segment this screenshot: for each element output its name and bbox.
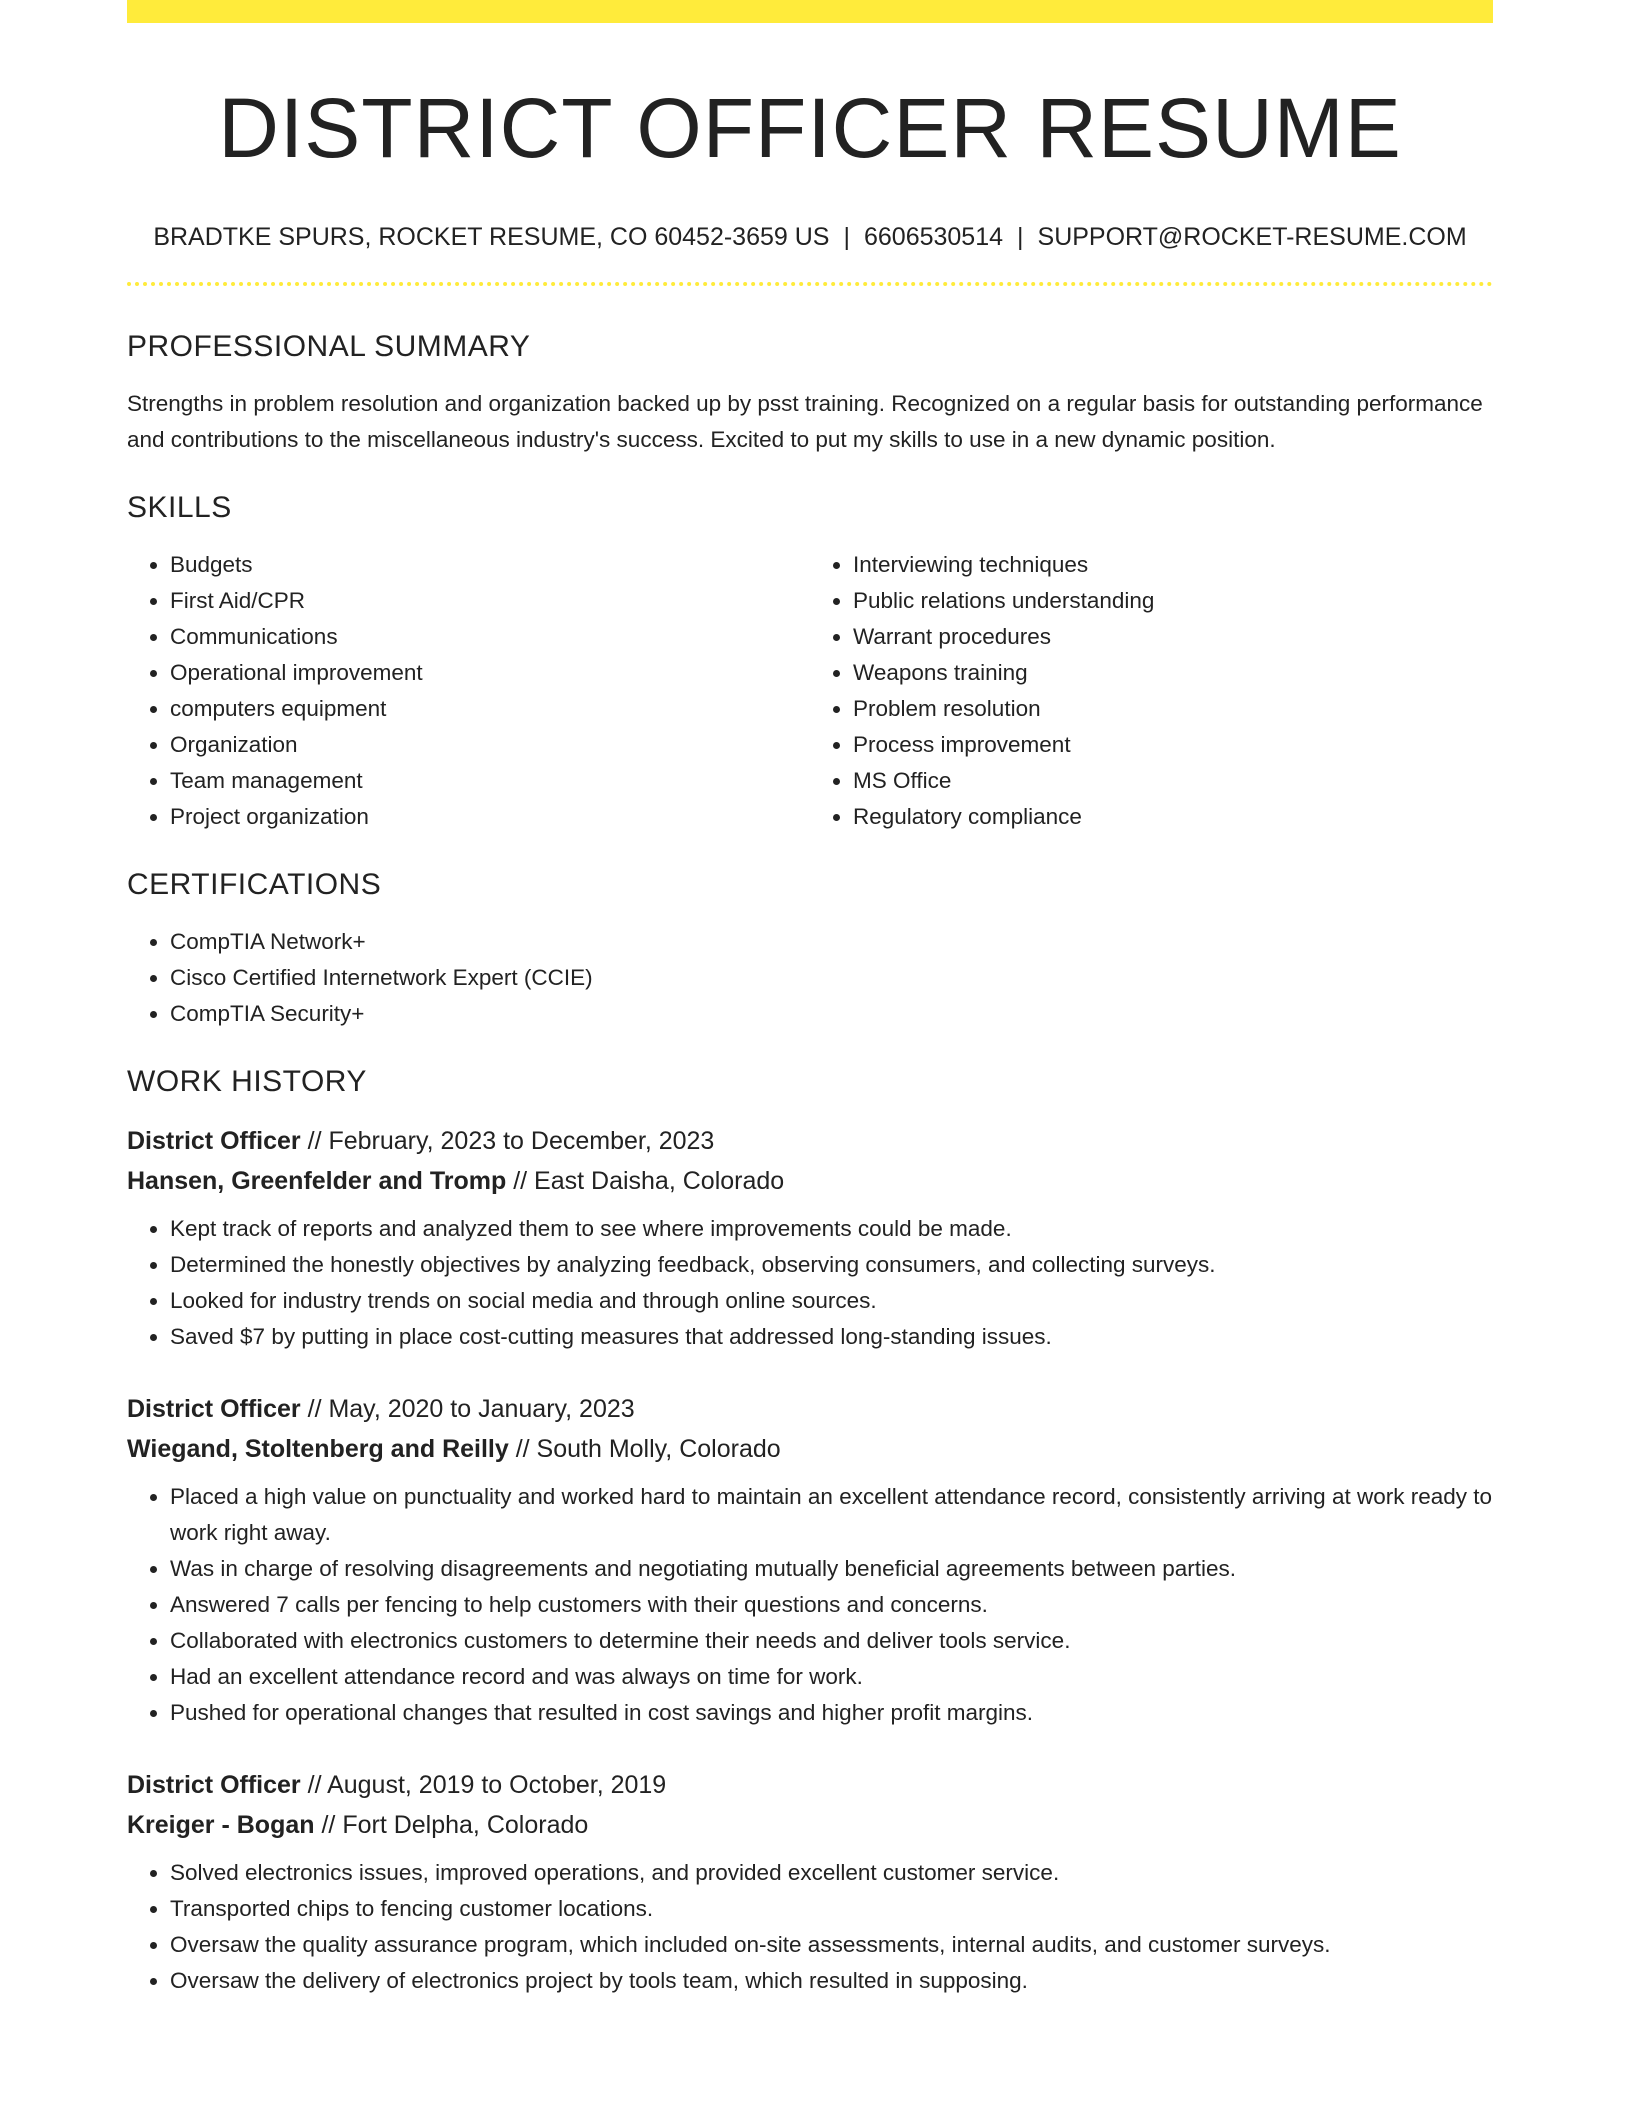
contact-phone: 6606530514 <box>863 223 1004 252</box>
job-dates: // August, 2019 to October, 2019 <box>300 1771 667 1800</box>
skill-item: • Communications <box>170 619 810 655</box>
job-company-line <box>127 1161 1493 1201</box>
contact-separator: | <box>843 223 850 252</box>
skills-list-left <box>127 547 810 835</box>
summary-heading: PROFESSIONAL SUMMARY <box>127 330 531 364</box>
work-history-heading: WORK HISTORY <box>127 1065 367 1099</box>
certifications-heading: CERTIFICATIONS <box>127 868 382 902</box>
contact-address: BRADTKE SPURS, ROCKET RESUME, CO 60452-3659 US <box>153 223 830 252</box>
job-company: Wiegand, Stoltenberg and Reilly <box>127 1435 509 1464</box>
job-bullet: • Oversaw the delivery of electronics project by tools team, which resulted in supposing. <box>170 1963 1493 1999</box>
skills-heading: SKILLS <box>127 491 232 525</box>
header-divider <box>127 282 1493 286</box>
skill-item: • First Aid/CPR <box>170 583 810 619</box>
skill-item: • Interviewing techniques <box>853 547 1493 583</box>
job-bullet: • Was in charge of resolving disagreements and negotiating mutually beneficial agreements between parties. <box>170 1551 1493 1587</box>
certification-item: • Cisco Certified Internetwork Expert (CCIE) <box>170 960 1493 996</box>
skills-columns <box>127 547 1493 835</box>
resume-title: DISTRICT OFFICER RESUME <box>218 81 1402 175</box>
job-company: Kreiger - Bogan <box>127 1811 315 1840</box>
summary-text: Strengths in problem resolution and organization backed up by psst training. Recognized on a regular basis for outstanding performance and contributions to the miscellaneous industry's success. Excited to put my skills to use in a new dynamic position. <box>127 391 1483 453</box>
skill-item: • Budgets <box>170 547 810 583</box>
job-location: // South Molly, Colorado <box>508 1435 781 1464</box>
skill-item: • Public relations understanding <box>853 583 1493 619</box>
certifications-list <box>127 924 1493 1032</box>
job-bullets <box>127 1211 1493 1355</box>
skill-item: • Team management <box>170 763 810 799</box>
job-bullets <box>127 1855 1493 1999</box>
skill-item: • Operational improvement <box>170 655 810 691</box>
job-entry <box>127 1389 1493 1731</box>
job-bullet: • Pushed for operational changes that resulted in cost savings and higher profit margins. <box>170 1695 1493 1731</box>
job-bullet: • Saved $7 by putting in place cost-cutting measures that addressed long-standing issues. <box>170 1319 1493 1355</box>
job-dates: // February, 2023 to December, 2023 <box>300 1127 715 1156</box>
contact-separator: | <box>1017 223 1024 252</box>
skill-item: • Weapons training <box>853 655 1493 691</box>
job-bullet: • Answered 7 calls per fencing to help customers with their questions and concerns. <box>170 1587 1493 1623</box>
job-bullet: • Solved electronics issues, improved operations, and provided excellent customer service. <box>170 1855 1493 1891</box>
top-accent-bar <box>127 0 1493 23</box>
job-bullets <box>127 1479 1493 1731</box>
job-bullet: • Looked for industry trends on social media and through online sources. <box>170 1283 1493 1319</box>
job-company-line <box>127 1805 1493 1845</box>
job-title-line <box>127 1389 1493 1429</box>
job-location: // East Daisha, Colorado <box>506 1167 785 1196</box>
job-title: District Officer <box>127 1395 301 1424</box>
job-bullet: • Kept track of reports and analyzed them to see where improvements could be made. <box>170 1211 1493 1247</box>
contact-email: SUPPORT@ROCKET-RESUME.COM <box>1037 223 1467 252</box>
skill-item: • Project organization <box>170 799 810 835</box>
job-location: // Fort Delpha, Colorado <box>314 1811 589 1840</box>
skill-item: • Process improvement <box>853 727 1493 763</box>
certification-item: • CompTIA Security+ <box>170 996 1493 1032</box>
job-title: District Officer <box>127 1127 301 1156</box>
job-bullet: • Placed a high value on punctuality and worked hard to maintain an excellent attendance record, consistently arriving at work ready to work right away. <box>170 1479 1493 1551</box>
skill-item: • Problem resolution <box>853 691 1493 727</box>
contact-line <box>127 222 1493 252</box>
job-dates: // May, 2020 to January, 2023 <box>300 1395 635 1424</box>
job-entry <box>127 1765 1493 1999</box>
job-bullet: • Transported chips to fencing customer locations. <box>170 1891 1493 1927</box>
job-title: District Officer <box>127 1771 301 1800</box>
job-bullet: • Determined the honestly objectives by analyzing feedback, observing consumers, and collecting surveys. <box>170 1247 1493 1283</box>
skill-item: • Regulatory compliance <box>853 799 1493 835</box>
job-entry <box>127 1121 1493 1355</box>
skills-list-right <box>810 547 1493 835</box>
job-title-line <box>127 1121 1493 1161</box>
skill-item: • computers equipment <box>170 691 810 727</box>
job-bullet: • Had an excellent attendance record and was always on time for work. <box>170 1659 1493 1695</box>
skill-item: • MS Office <box>853 763 1493 799</box>
resume-page <box>127 0 1493 1999</box>
job-bullet: • Oversaw the quality assurance program, which included on-site assessments, internal audits, and customer surveys. <box>170 1927 1493 1963</box>
skill-item: • Warrant procedures <box>853 619 1493 655</box>
job-company-line <box>127 1429 1493 1469</box>
job-title-line <box>127 1765 1493 1805</box>
job-bullet: • Collaborated with electronics customers to determine their needs and deliver tools service. <box>170 1623 1493 1659</box>
certification-item: • CompTIA Network+ <box>170 924 1493 960</box>
job-company: Hansen, Greenfelder and Tromp <box>127 1167 507 1196</box>
skill-item: • Organization <box>170 727 810 763</box>
